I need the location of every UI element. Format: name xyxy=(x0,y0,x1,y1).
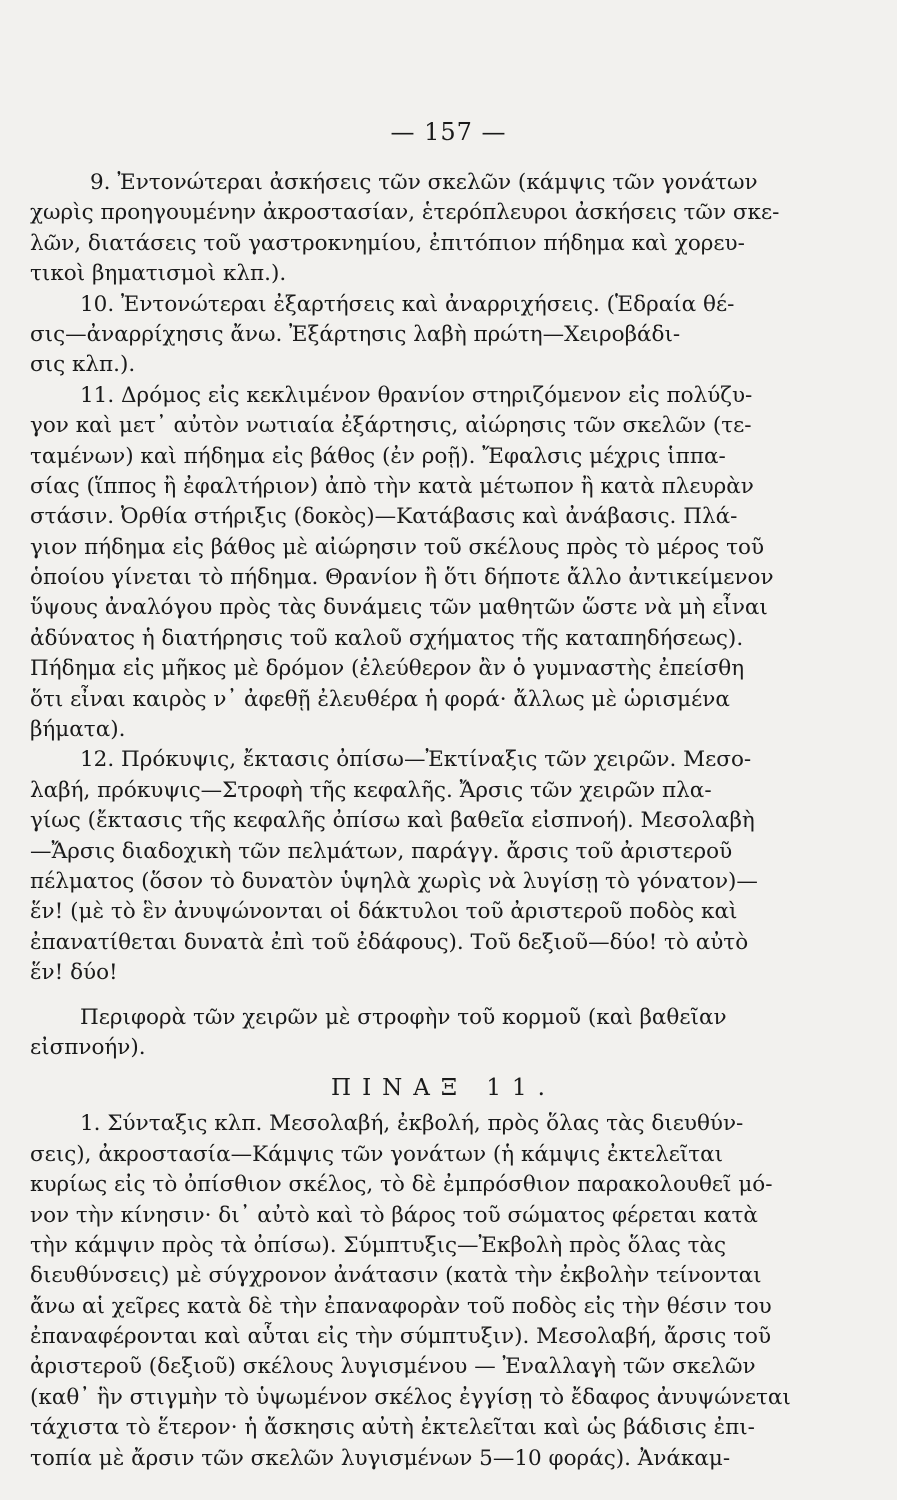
text-line: τοπία μὲ ἄρσιν τῶν σκελῶν λυγισμένων 5—10 φοράς). Ἀνάκαμ- xyxy=(30,1445,731,1471)
text-line: ἄνω αἱ χεῖρες κατὰ δὲ τὴν ἐπαναφορὰν τοῦ ποδὸς εἰς τὴν θέσιν του xyxy=(30,1293,772,1319)
text-line: διευθύνσεις) μὲ σύγχρονον ἀνάτασιν (κατὰ τὴν ἐκβολὴν τείνονται xyxy=(30,1263,762,1289)
text-line: γιον πήδημα εἰς βάθος μὲ αἰώρησιν τοῦ σκέλους πρὸς τὸ μέρος τοῦ xyxy=(30,534,765,560)
text-line: σις—ἀναρρίχησις ἄνω. Ἐξάρτησις λαβὴ πρώτη—Χειροβάδι- xyxy=(30,321,681,347)
text-line: βήματα). xyxy=(30,717,126,743)
text-line: νον τὴν κίνησιν· δι᾽ αὐτὸ καὶ τὸ βάρος τοῦ σώματος φέρεται κατὰ xyxy=(30,1202,758,1228)
text-line: ὁποίου γίνεται τὸ πήδημα. Θρανίον ἢ ὅτι δήποτε ἄλλο ἀντικείμενον xyxy=(30,565,774,591)
text-line: (καθ᾽ ἣν στιγμὴν τὸ ὑψωμένον σκέλος ἐγγίσῃ τὸ ἔδαφος ἀνυψώνεται xyxy=(30,1384,791,1410)
paragraph-gap xyxy=(30,989,827,1003)
section-heading: ΠΙΝΑΞ 11. xyxy=(331,1075,556,1102)
text-line: ἀριστεροῦ (δεξιοῦ) σκέλους λυγισμένου — Ἐναλλαγὴ τῶν σκελῶν xyxy=(30,1354,756,1380)
text-line: σεις), ἀκροστασία—Κάμψις τῶν γονάτων (ἡ κάμψις ἐκτελεῖται xyxy=(30,1141,724,1167)
text-line: γον καὶ μετ᾽ αὐτὸν νωτιαία ἐξάρτησις, αἰώρησις τῶν σκελῶν (τε- xyxy=(30,413,752,439)
text-line: ὅτι εἶναι καιρὸς ν᾽ ἀφεθῇ ἐλευθέρα ἡ φορά· ἄλλως μὲ ὡρισμένα xyxy=(30,686,730,712)
text-line: τὴν κάμψιν πρὸς τὰ ὀπίσω). Σύμπτυξις—Ἐκβολὴ πρὸς ὅλας τὰς xyxy=(30,1232,727,1258)
text-line: λαβή, πρόκυψις—Στροφὴ τῆς κεφαλῆς. Ἄρσις τῶν χειρῶν πλα- xyxy=(30,777,712,803)
text-line: εἰσπνοήν). xyxy=(30,1034,146,1060)
text-line: ταμένων) καὶ πήδημα εἰς βάθος (ἐν ροῇ). Ἔφαλσις μέχρις ἱππα- xyxy=(30,443,726,469)
text-line: Πήδημα εἰς μῆκος μὲ δρόμον (ἐλεύθερον ἂν ὁ γυμναστὴς ἐπείσθη xyxy=(30,656,745,682)
text-line: χωρὶς προηγουμένην ἀκροστασίαν, ἑτερόπλευροι ἀσκήσεις τῶν σκε- xyxy=(30,200,780,226)
text-line: κυρίως εἰς τὸ ὀπίσθιον σκέλος, τὸ δὲ ἐμπρόσθιον παρακολουθεῖ μό- xyxy=(30,1172,773,1198)
text-line: γίως (ἔκτασις τῆς κεφαλῆς ὀπίσω καὶ βαθεῖα εἰσπνοή). Μεσολαβὴ xyxy=(30,808,755,834)
text-line: ὕψους ἀναλόγου πρὸς τὰς δυνάμεις τῶν μαθητῶν ὥστε νὰ μὴ εἶναι xyxy=(30,595,768,621)
text-line: 11. Δρόμος εἰς κεκλιμένον θρανίον στηριζόμενον εἰς πολύζυ- xyxy=(80,382,753,408)
text-line: ἕν! δύο! xyxy=(30,960,118,986)
text-line: στάσιν. Ὀρθία στήριξις (δοκὸς)—Κατάβασις καὶ ἀνάβασις. Πλά- xyxy=(30,504,738,530)
text-line: πέλματος (ὅσον τὸ δυνατὸν ὑψηλὰ χωρὶς νὰ λυγίσῃ τὸ γόνατον)— xyxy=(30,868,758,894)
text-line: τικοὶ βηματισμοὶ κλπ.). xyxy=(30,261,287,287)
text-line: ἐπαναφέρονται καὶ αὗται εἰς τὴν σύμπτυξιν). Μεσολαβή, ἄρσις τοῦ xyxy=(30,1324,772,1350)
text-line: σις κλπ.). xyxy=(30,352,136,378)
text-line: ἕν! (μὲ τὸ ἓν ἀνυψώνονται οἱ δάκτυλοι τοῦ ἀριστεροῦ ποδὸς καὶ xyxy=(30,899,738,925)
text-line: λῶν, διατάσεις τοῦ γαστροκνημίου, ἐπιτόπιον πήδημα καὶ χορευ- xyxy=(30,230,745,256)
text-line: 10. Ἐντονώτεραι ἐξαρτήσεις καὶ ἀναρριχήσεις. (Ἑδραία θέ- xyxy=(80,291,735,317)
text-line: 9. Ἐντονώτεραι ἀσκήσεις τῶν σκελῶν (κάμψις τῶν γονάτων xyxy=(90,170,758,195)
text-line: τάχιστα τὸ ἕτερον· ἡ ἄσκησις αὐτὴ ἐκτελεῖται καὶ ὡς βάδισις ἐπι- xyxy=(30,1415,755,1441)
text-line: 12. Πρόκυψις, ἔκτασις ὀπίσω—Ἐκτίναξις τῶν χειρῶν. Μεσο- xyxy=(80,747,752,773)
text-line: ἀδύνατος ἡ διατήρησις τοῦ καλοῦ σχήματος τῆς καταπηδήσεως). xyxy=(30,625,744,651)
text-line: Περιφορὰ τῶν χειρῶν μὲ στροφὴν τοῦ κορμοῦ (καὶ βαθεῖαν xyxy=(80,1004,727,1030)
text-line: σίας (ἵππος ἢ ἐφαλτήριον) ἀπὸ τὴν κατὰ μέτωπον ἢ κατὰ πλευρὰν xyxy=(30,473,754,499)
text-line: —Ἄρσις διαδοχικὴ τῶν πελμάτων, παράγγ. ἄρσις τοῦ ἀριστεροῦ xyxy=(30,838,733,864)
text-line: 1. Σύνταξις κλπ. Μεσολαβή, ἐκβολή, πρὸς ὅλας τὰς διευθύν- xyxy=(80,1111,744,1137)
text-line: ἐπανατίθεται δυνατὰ ἐπὶ τοῦ ἐδάφους). Τοῦ δεξιοῦ—δύο! τὸ αὐτὸ xyxy=(30,929,749,955)
page-number: — 157 — xyxy=(390,118,507,146)
